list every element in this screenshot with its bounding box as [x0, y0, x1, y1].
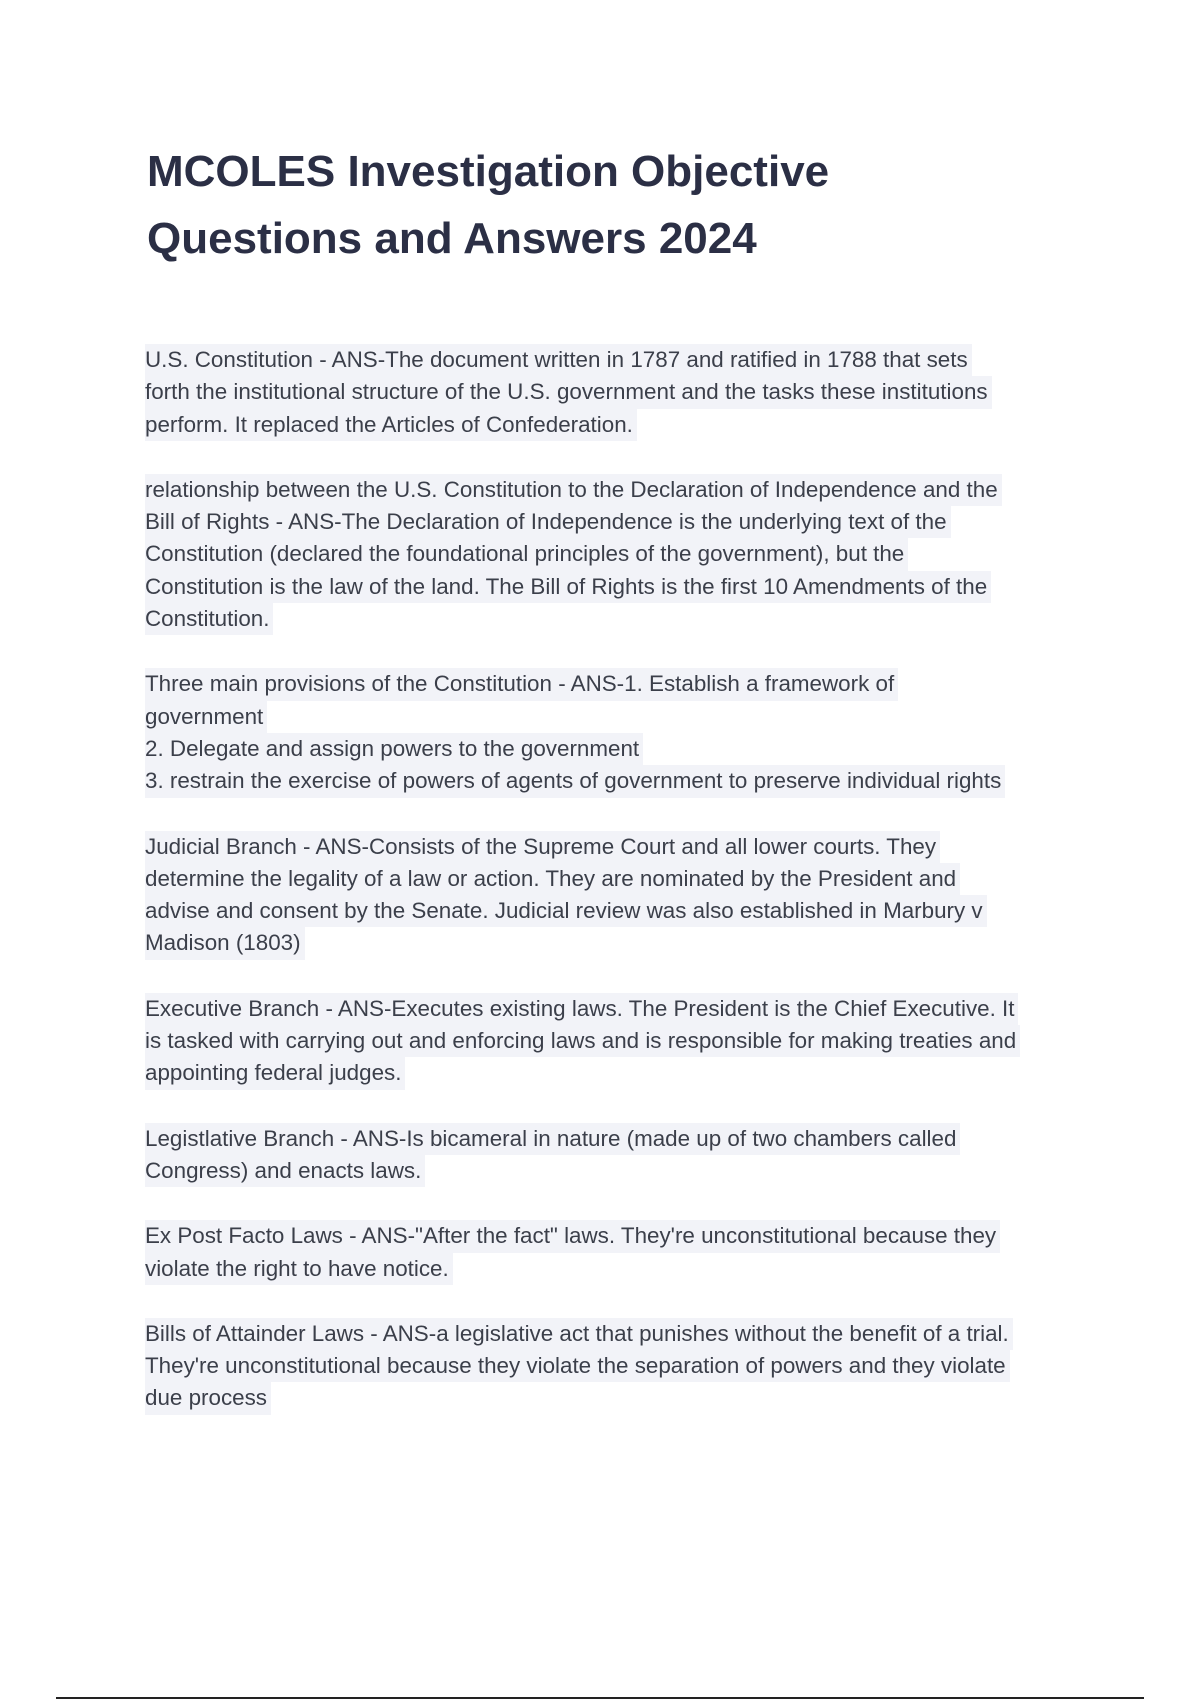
- entry-line: Madison (1803): [145, 927, 305, 959]
- page-bottom-divider: [56, 1697, 1144, 1699]
- qa-entry-bills-of-attainder: [145, 1318, 1095, 1415]
- entry-line: Congress) and enacts laws.: [145, 1155, 425, 1187]
- page-title: [147, 138, 1047, 272]
- entry-line: Bill of Rights - ANS-The Declaration of Independence is the underlying text of the: [145, 506, 951, 538]
- entry-line: 3. restrain the exercise of powers of agents of government to preserve individual rights: [145, 765, 1005, 797]
- entry-line: U.S. Constitution - ANS-The document written in 1787 and ratified in 1788 that sets: [145, 344, 972, 376]
- qa-entry-executive-branch: [145, 993, 1095, 1090]
- entry-line: Three main provisions of the Constitution - ANS-1. Establish a framework of: [145, 668, 898, 700]
- entry-line: Ex Post Facto Laws - ANS-"After the fact" laws. They're unconstitutional because they: [145, 1220, 1000, 1252]
- entry-line: 2. Delegate and assign powers to the government: [145, 733, 643, 765]
- entry-line: determine the legality of a law or action. They are nominated by the President and: [145, 863, 960, 895]
- entry-line: advise and consent by the Senate. Judicial review was also established in Marbury v: [145, 895, 987, 927]
- entry-line: Judicial Branch - ANS-Consists of the Supreme Court and all lower courts. They: [145, 831, 940, 863]
- entry-line: Executive Branch - ANS-Executes existing laws. The President is the Chief Executive. It: [145, 993, 1018, 1025]
- entry-line: Constitution.: [145, 603, 273, 635]
- qa-entry-legislative-branch: [145, 1123, 1095, 1188]
- qa-list: [145, 344, 1095, 1448]
- entry-line: due process: [145, 1382, 271, 1414]
- entry-line: They're unconstitutional because they violate the separation of powers and they violate: [145, 1350, 1010, 1382]
- entry-line: relationship between the U.S. Constitution to the Declaration of Independence and the: [145, 474, 1002, 506]
- title-line: MCOLES Investigation Objective: [147, 147, 830, 196]
- qa-entry-constitution-relationship: [145, 474, 1095, 635]
- entry-line: appointing federal judges.: [145, 1057, 405, 1089]
- entry-line: perform. It replaced the Articles of Confederation.: [145, 409, 637, 441]
- entry-line: violate the right to have notice.: [145, 1253, 453, 1285]
- qa-entry-us-constitution: [145, 344, 1095, 441]
- qa-entry-three-provisions: [145, 668, 1095, 797]
- entry-line: Constitution is the law of the land. The Bill of Rights is the first 10 Amendments of the: [145, 571, 991, 603]
- entry-line: Bills of Attainder Laws - ANS-a legislative act that punishes without the benefit of a trial.: [145, 1318, 1013, 1350]
- qa-entry-judicial-branch: [145, 831, 1095, 960]
- entry-line: Legistlative Branch - ANS-Is bicameral in nature (made up of two chambers called: [145, 1123, 960, 1155]
- entry-line: is tasked with carrying out and enforcing laws and is responsible for making treaties and: [145, 1025, 1020, 1057]
- entry-line: government: [145, 701, 267, 733]
- entry-line: forth the institutional structure of the U.S. government and the tasks these institutions: [145, 376, 992, 408]
- entry-line: Constitution (declared the foundational principles of the government), but the: [145, 538, 908, 570]
- title-line: Questions and Answers 2024: [147, 214, 757, 263]
- qa-entry-ex-post-facto: [145, 1220, 1095, 1285]
